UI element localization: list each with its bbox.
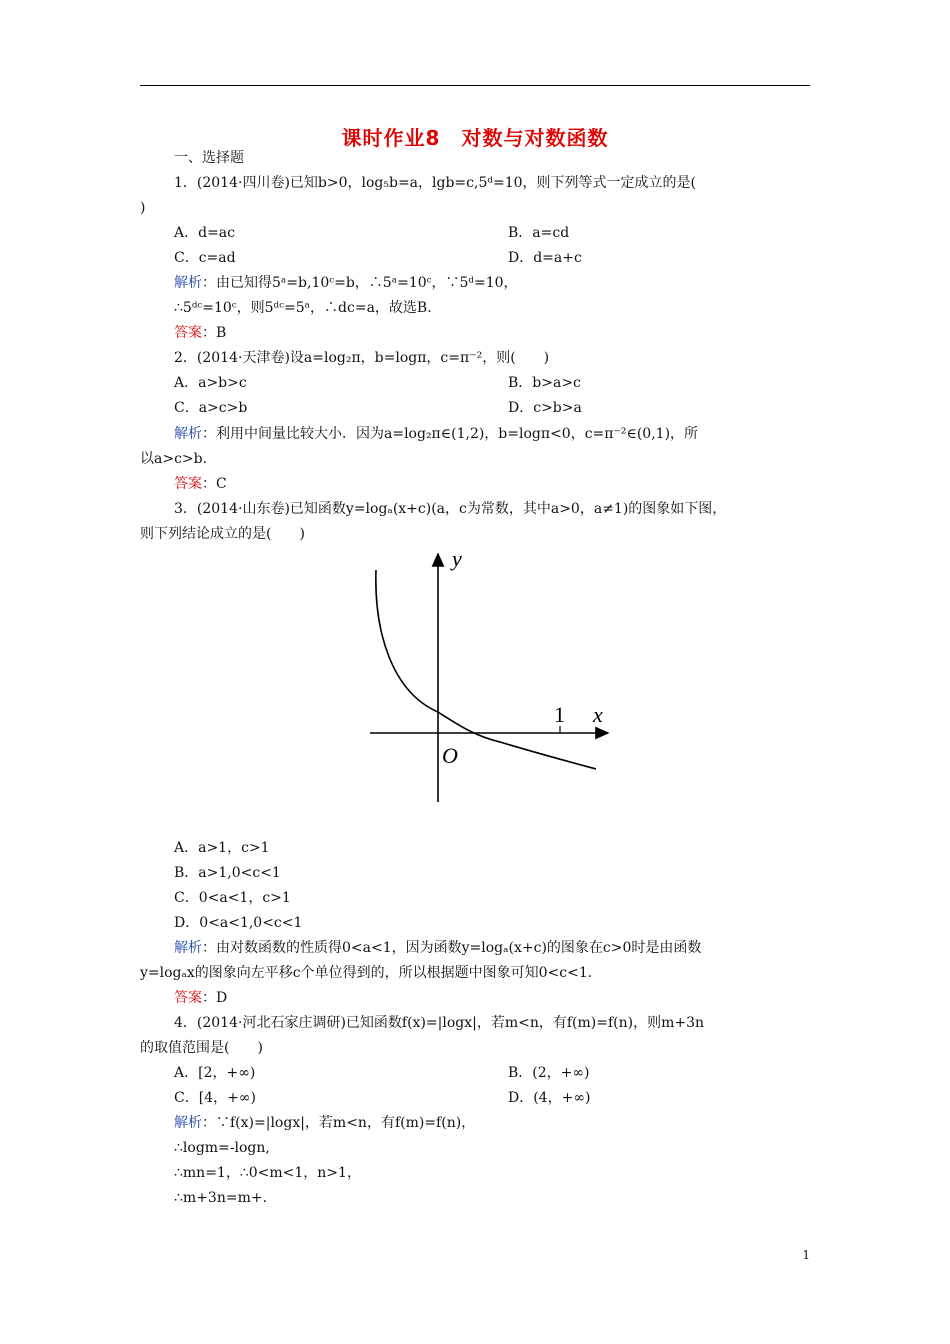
- q2-analysis-text: ：利用中间量比较大小．因为a=log₂π∈(1,2)，b=logπ<0，c=π⁻²∈(0,1)，所: [202, 426, 699, 442]
- tick-label-1: 1: [554, 702, 565, 727]
- q3-option-c: C．0<a<1，c>1: [174, 890, 291, 906]
- q3-answer: [174, 988, 227, 1008]
- answer-label: 答案: [174, 990, 202, 1006]
- q4-stem-line2: 的取值范围是( ): [140, 1040, 263, 1056]
- analysis-label: 解析: [174, 940, 202, 956]
- q3-stem-line1: 3．(2014·山东卷)已知函数y=logₐ(x+c)(a，c为常数，其中a>0，a≠1)的图象如下图，: [174, 501, 727, 517]
- x-axis-label: x: [593, 702, 603, 727]
- analysis-label: 解析: [174, 426, 202, 442]
- page-title: 课时作业8 对数与对数函数: [341, 126, 609, 150]
- q2-option-c: C．a>c>b: [174, 400, 248, 416]
- log-function-graph: [360, 542, 620, 807]
- answer-label: 答案: [174, 325, 202, 341]
- page-number: 1: [802, 1248, 810, 1262]
- q3-stem-line2: 则下列结论成立的是( ): [140, 526, 305, 542]
- q4-option-c: C．[4，+∞): [174, 1090, 256, 1106]
- q1-analysis-text: ：由已知得5ᵃ=b,10ᶜ=b，∴5ᵃ=10ᶜ，∵5ᵈ=10，: [202, 275, 518, 291]
- q3-answer-value: ：D: [202, 990, 228, 1006]
- q3-option-d: D．0<a<1,0<c<1: [174, 915, 303, 931]
- q4-analysis: [174, 1113, 475, 1133]
- q3-analysis-text: ：由对数函数的性质得0<a<1，因为函数y=logₐ(x+c)的图象在c>0时是由函数: [202, 940, 702, 956]
- origin-label: O: [442, 743, 458, 768]
- q4-analysis-line3: ∴mn=1，∴0<m<1，n>1，: [174, 1165, 361, 1181]
- q3-analysis: [174, 938, 701, 958]
- q1-option-c: C．c=ad: [174, 250, 236, 266]
- q4-option-a: A．[2，+∞): [174, 1065, 256, 1081]
- function-curve: [376, 570, 596, 769]
- q4-option-b: B．(2，+∞): [508, 1065, 590, 1081]
- q1-stem-line2: ): [140, 200, 146, 216]
- q2-answer-value: ：C: [202, 476, 227, 492]
- q4-option-d: D．(4，+∞): [508, 1090, 591, 1106]
- q3-analysis-line2: y=logₐx的图象向左平移c个单位得到的，所以根据题中图象可知0<c<1.: [140, 965, 593, 981]
- q1-option-b: B．a=cd: [508, 225, 570, 241]
- q2-option-a: A．a>b>c: [174, 375, 247, 391]
- q2-option-b: B．b>a>c: [508, 375, 581, 391]
- q1-option-d: D．d=a+c: [508, 250, 582, 266]
- q2-option-d: D．c>b>a: [508, 400, 582, 416]
- analysis-label: 解析: [174, 275, 202, 291]
- answer-label: 答案: [174, 476, 202, 492]
- header-rule: [140, 85, 810, 86]
- q4-analysis-line2: ∴logm=-logn,: [174, 1140, 270, 1156]
- q4-analysis-line4: ∴m+3n=m+.: [174, 1190, 268, 1206]
- q3-option-b: B．a>1,0<c<1: [174, 865, 281, 881]
- q3-option-a: A．a>1，c>1: [174, 840, 270, 856]
- q1-analysis-line2: ∴5ᵈᶜ=10ᶜ，则5ᵈᶜ=5ᵃ，∴dc=a，故选B.: [174, 300, 432, 316]
- q1-answer-value: ：B: [202, 325, 227, 341]
- q4-analysis-text: ：∵f(x)=|logx|，若m<n，有f(m)=f(n)，: [202, 1115, 476, 1131]
- q2-answer: [174, 474, 227, 494]
- q1-answer: [174, 323, 226, 343]
- analysis-label: 解析: [174, 1115, 202, 1131]
- q2-stem: 2．(2014·天津卷)设a=log₂π，b=logπ，c=π⁻²，则( ): [174, 350, 550, 366]
- q4-stem-line1: 4．(2014·河北石家庄调研)已知函数f(x)=|logx|，若m<n，有f(m)=f(n)，则m+3n: [174, 1015, 705, 1031]
- q1-analysis: [174, 273, 518, 293]
- q1-stem-line1: 1．(2014·四川卷)已知b>0，log₅b=a，lgb=c,5ᵈ=10，则下列等式一定成立的是(: [174, 175, 696, 191]
- q2-analysis: [174, 424, 698, 444]
- q2-analysis-line2: 以a>c>b.: [140, 451, 208, 467]
- y-axis-label: y: [452, 546, 462, 571]
- q1-option-a: A．d=ac: [174, 225, 235, 241]
- section-heading: 一、选择题: [174, 150, 244, 166]
